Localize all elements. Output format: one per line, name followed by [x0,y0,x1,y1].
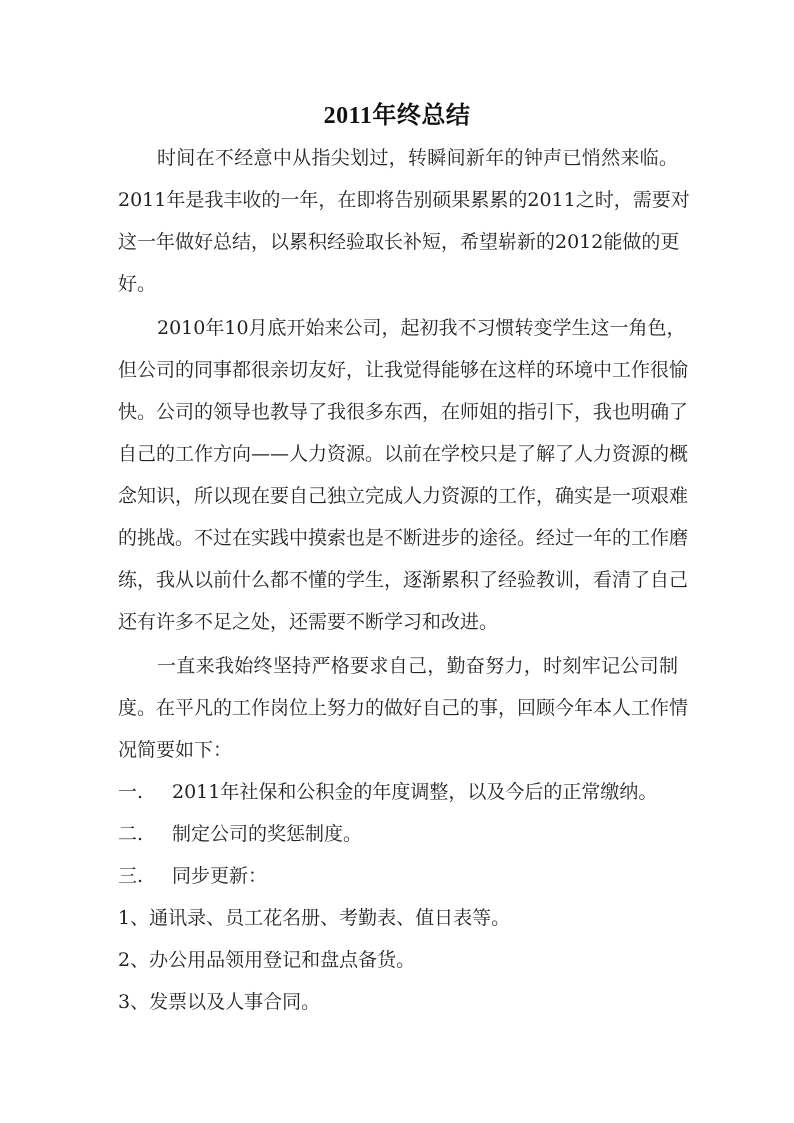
paragraph-3-line-2: 度。在平凡的工作岗位上努力的做好自己的事，回顾今年本人工作情 [118,697,689,719]
numbered-item-2 [118,819,362,849]
item-number: 一. [118,781,144,803]
sub-item-1: 1、通讯录、员工花名册、考勤表、值日表等。 [118,907,511,929]
item-text: 2011年社保和公积金的年度调整，以及今后的正常缴纳。 [172,781,658,803]
paragraph-2-line-7: 练，我从以前什么都不懂的学生，逐渐累积了经验教训，看清了自己 [118,569,689,591]
paragraph-1-line-2: 2011年是我丰收的一年，在即将告别硕果累累的2011之时，需要对 [118,189,690,211]
item-text: 制定公司的奖惩制度。 [172,823,363,845]
paragraph-2-line-2: 但公司的同事都很亲切友好，让我觉得能够在这样的环境中工作很愉 [118,359,689,381]
sub-item-2: 2、办公用品领用登记和盘点备货。 [118,949,416,971]
paragraph-2-line-4: 自己的工作方向——人力资源。以前在学校只是了解了人力资源的概 [118,443,689,465]
paragraph-2-line-5: 念知识，所以现在要自己独立完成人力资源的工作，确实是一项艰难 [118,485,689,507]
numbered-item-1 [118,777,657,807]
paragraph-2-line-1: 2010年10月底开始来公司，起初我不习惯转变学生这一角色， [157,317,686,339]
document-title: 2011年终总结 [323,103,471,129]
paragraph-2-line-6: 的挑战。不过在实践中摸索也是不断进步的途径。经过一年的工作磨 [118,527,689,549]
item-number: 三. [118,865,144,887]
paragraph-1-line-1: 时间在不经意中从指尖划过，转瞬间新年的钟声已悄然来临。 [157,147,678,169]
paragraph-2-line-3: 快。公司的领导也教导了我很多东西，在师姐的指引下，我也明确了 [118,401,689,423]
item-number: 二. [118,823,144,845]
paragraph-1-line-3: 这一年做好总结，以累积经验取长补短，希望崭新的2012能做的更 [118,231,680,253]
numbered-item-3 [118,861,267,891]
item-text: 同步更新： [172,865,268,887]
paragraph-3-line-1: 一直来我始终坚持严格要求自己，勤奋努力，时刻牢记公司制 [157,655,678,677]
paragraph-1-line-4: 好。 [118,273,157,295]
paragraph-2-line-8: 还有许多不足之处，还需要不断学习和改进。 [118,611,499,633]
paragraph-3-line-3: 况简要如下： [118,739,233,761]
sub-item-3: 3、发票以及人事合同。 [118,991,321,1013]
